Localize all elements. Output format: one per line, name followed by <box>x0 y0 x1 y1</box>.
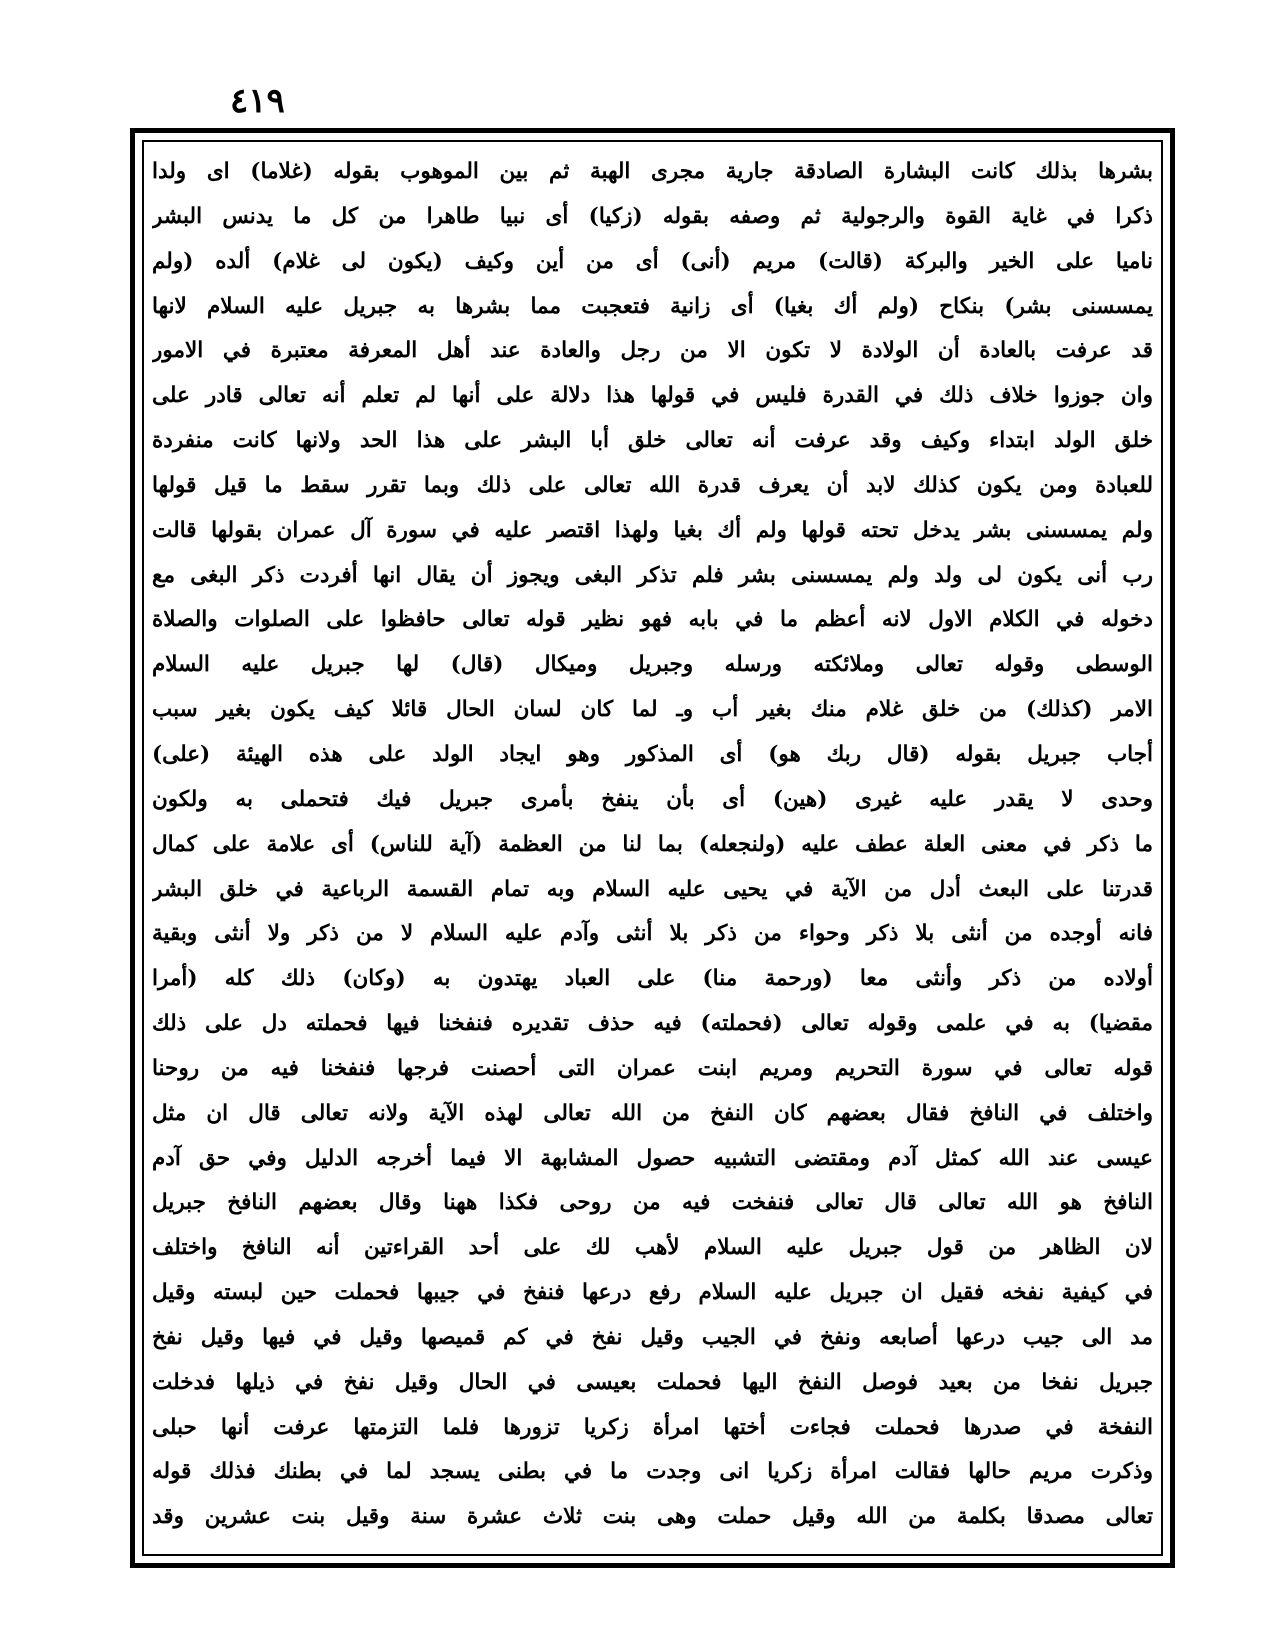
text-line: النافخ هو الله تعالى قال تعالى فنفخت فيه من روحى فكذا ههنا وقال بعضهم النافخ جبريل <box>152 1190 1153 1216</box>
text-line: يمسسنى بشر) بنكاح (ولم أك بغيا) أى زانية فتعجبت مما بشرها به جبريل عليه السلام لانها <box>152 293 1153 319</box>
text-line: قدرتنا على البعث أدل من الآية في يحيى عليه السلام وبه تمام القسمة الرباعية في خلق البشر <box>152 876 1153 902</box>
text-line: قد عرفت بالعادة أن الولادة لا تكون الا من رجل والعادة عند أهل المعرفة معتبرة في الامور <box>152 338 1153 364</box>
text-line: لان الظاهر من قول جبريل عليه السلام لأهب لك على أحد القراءتين أنه النافخ واختلف <box>152 1235 1153 1261</box>
text-line: ذكرا في غاية القوة والرجولية ثم وصفه بقوله (زكيا) أى نبيا طاهرا من كل ما يدنس البشر <box>152 203 1153 229</box>
text-line: ناميا على الخير والبركة (قالت) مريم (أنى) أى من أين وكيف (يكون لى غلام) ألده (ولم <box>152 248 1153 274</box>
text-line: أجاب جبريل بقوله (قال ربك هو) أى المذكور وهو ايجاد الولد على هذه الهيئة (على) <box>152 741 1153 767</box>
body-text <box>152 150 1153 1550</box>
text-line: واختلف في النافخ فقال بعضهم كان النفخ من الله تعالى لهذه الآية ولانه تعالى قال ان مثل <box>152 1100 1153 1126</box>
text-line: جبريل نفخا من بعيد فوصل النفخ اليها فحملت بعيسى في الحال وقيل نفخ في ذيلها فدخلت <box>152 1369 1153 1395</box>
text-line: وان جوزوا خلاف ذلك في القدرة فليس في قولها هذا دلالة على أنها لم تعلم أنه تعالى قادر على <box>152 383 1153 409</box>
text-line: وذكرت مريم حالها فقالت امرأة زكريا انى وجدت ما في بطنى يسجد لما في بطنك فذلك قوله <box>152 1459 1153 1485</box>
text-line: مقضيا) به في علمى وقوله تعالى (فحملته) فيه حذف تقديره فنفخنا فيها فحملته دل على ذلك <box>152 1011 1153 1037</box>
text-line: عيسى عند الله كمثل آدم ومقتضى التشبيه حصول المشابهة الا فيما أخرجه الدليل وفي حق آدم <box>152 1145 1153 1171</box>
page-number: ٤١٩ <box>230 81 285 121</box>
text-line: رب أنى يكون لى ولد ولم يمسسنى بشر فلم تذكر البغى ويجوز أن يقال انها أفردت ذكر البغى مع <box>152 562 1153 588</box>
text-line: قوله تعالى في سورة التحريم ومريم ابنت عمران التى أحصنت فرجها فنفخنا فيه من روحنا <box>152 1055 1153 1081</box>
text-line: أولاده من ذكر وأنثى معا (ورحمة منا) على العباد يهتدون به (وكان) ذلك كله (أمرا <box>152 966 1153 992</box>
text-line: الامر (كذلك) من خلق غلام منك بغير أب وـ لما كان لسان الحال قائلا كيف يكون بغير سبب <box>152 697 1153 723</box>
text-line: مد الى جيب درعها أصابعه ونفخ في الجيب وقيل نفخ في كم قميصها وقيل في فيها وقيل نفخ <box>152 1324 1153 1350</box>
text-line: دخوله في الكلام الاول لانه أعظم ما في بابه فهو نظير قوله تعالى حافظوا على الصلوات والصلاة <box>152 607 1153 633</box>
text-line: فانه أوجده من أنثى بلا ذكر وحواء من ذكر بلا أنثى وآدم عليه السلام لا من ذكر ولا أنثى وبقية <box>152 921 1153 947</box>
text-line: بشرها بذلك كانت البشارة الصادقة جارية مجرى الهبة ثم بين الموهوب بقوله (غلاما) اى ولدا <box>152 159 1153 184</box>
text-line: وحدى لا يقدر عليه غيرى (هين) أى بأن ينفخ بأمرى جبريل فيك فتحملى به ولكون <box>152 786 1153 812</box>
text-line: النفخة في صدرها فحملت فجاءت أختها امرأة زكريا تزورها فلما التزمتها عرفت أنها حبلى <box>152 1414 1153 1440</box>
text-line: الوسطى وقوله تعالى وملائكته ورسله وجبريل وميكال (قال) لها جبريل عليه السلام <box>152 652 1153 678</box>
text-line: ولم يمسسنى بشر يدخل تحته قولها ولم أك بغيا ولهذا اقتصر عليه في سورة آل عمران بقولها قالت <box>152 517 1153 543</box>
text-line: خلق الولد ابتداء وكيف وقد عرفت أنه تعالى خلق أبا البشر على هذا الحد ولانها كانت منفردة <box>152 428 1153 454</box>
text-line: تعالى مصدقا بكلمة من الله وقيل حملت وهى بنت ثلاث عشرة سنة وقيل بنت عشرين وقد <box>152 1504 1153 1530</box>
text-line: ما ذكر في معنى العلة عطف عليه (ولنجعله) بما لنا من العظمة (آية للناس) أى علامة على كمال <box>152 831 1153 857</box>
text-line: للعبادة ومن يكون كذلك لابد أن يعرف قدرة الله تعالى على ذلك وبما تقرر سقط ما قيل قولها <box>152 472 1153 498</box>
text-line: في كيفية نفخه فقيل ان جبريل عليه السلام رفع درعها فنفخ في جيبها فحملت حين لبسته وقيل <box>152 1280 1153 1306</box>
